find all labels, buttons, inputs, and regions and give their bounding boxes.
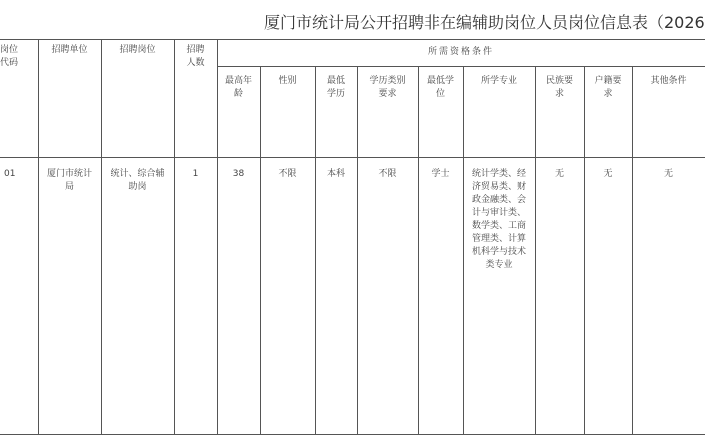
col-divider (174, 39, 175, 434)
col-divider (535, 66, 536, 434)
row-code: 01 (4, 169, 16, 179)
col-divider (260, 66, 261, 434)
header-requirements: 所需资格条件 (427, 47, 494, 57)
header-education-type: 学历类别 要求 (369, 76, 406, 99)
table-top-border (0, 39, 705, 40)
header-gender: 性别 (278, 76, 297, 86)
col-divider (632, 66, 633, 434)
row-min-education: 本科 (326, 169, 345, 179)
row-max-age: 38 (232, 169, 245, 179)
row-ethnicity: 无 (554, 169, 564, 179)
col-divider (101, 39, 102, 434)
header-count: 招聘 人数 (186, 45, 205, 68)
header-min-education: 最低 学历 (326, 76, 345, 99)
table-title-text: 厦门市统计局公开招聘非在编辅助岗位人员岗位信息表（2026 (264, 13, 705, 32)
row-gender: 不限 (278, 169, 297, 179)
row-position: 统计、综合辅 助岗 (110, 169, 165, 192)
header-household: 户籍要 求 (594, 76, 622, 99)
row-min-degree: 学士 (431, 169, 450, 179)
table-title (0, 8, 705, 34)
row-education-type: 不限 (378, 169, 397, 179)
row-household: 无 (603, 169, 613, 179)
header-unit: 招聘单位 (51, 45, 88, 55)
header-position: 招聘岗位 (119, 45, 156, 55)
row-other: 无 (663, 169, 673, 179)
col-divider (38, 39, 39, 434)
header-max-age: 最高年 龄 (224, 76, 252, 99)
row-count: 1 (192, 169, 199, 179)
col-divider (357, 66, 358, 434)
header-code: 岗位 代码 (0, 45, 19, 68)
header-major: 所学专业 (480, 76, 517, 86)
col-divider (584, 66, 585, 434)
header-min-degree: 最低学 位 (426, 76, 454, 99)
row-unit: 厦门市统计 局 (46, 169, 92, 192)
table-bottom-border (0, 434, 705, 435)
row-major: 统计学类、经 济贸易类、财 政金融类、会 计与审计类、 数学类、工商 管理类、计算 机科学与技术 类专业 (471, 169, 526, 270)
header-bottom-border (0, 157, 705, 158)
header-other: 其他条件 (650, 76, 687, 86)
col-divider (315, 66, 316, 434)
col-divider (418, 66, 419, 434)
header-ethnicity: 民族要 求 (545, 76, 573, 99)
